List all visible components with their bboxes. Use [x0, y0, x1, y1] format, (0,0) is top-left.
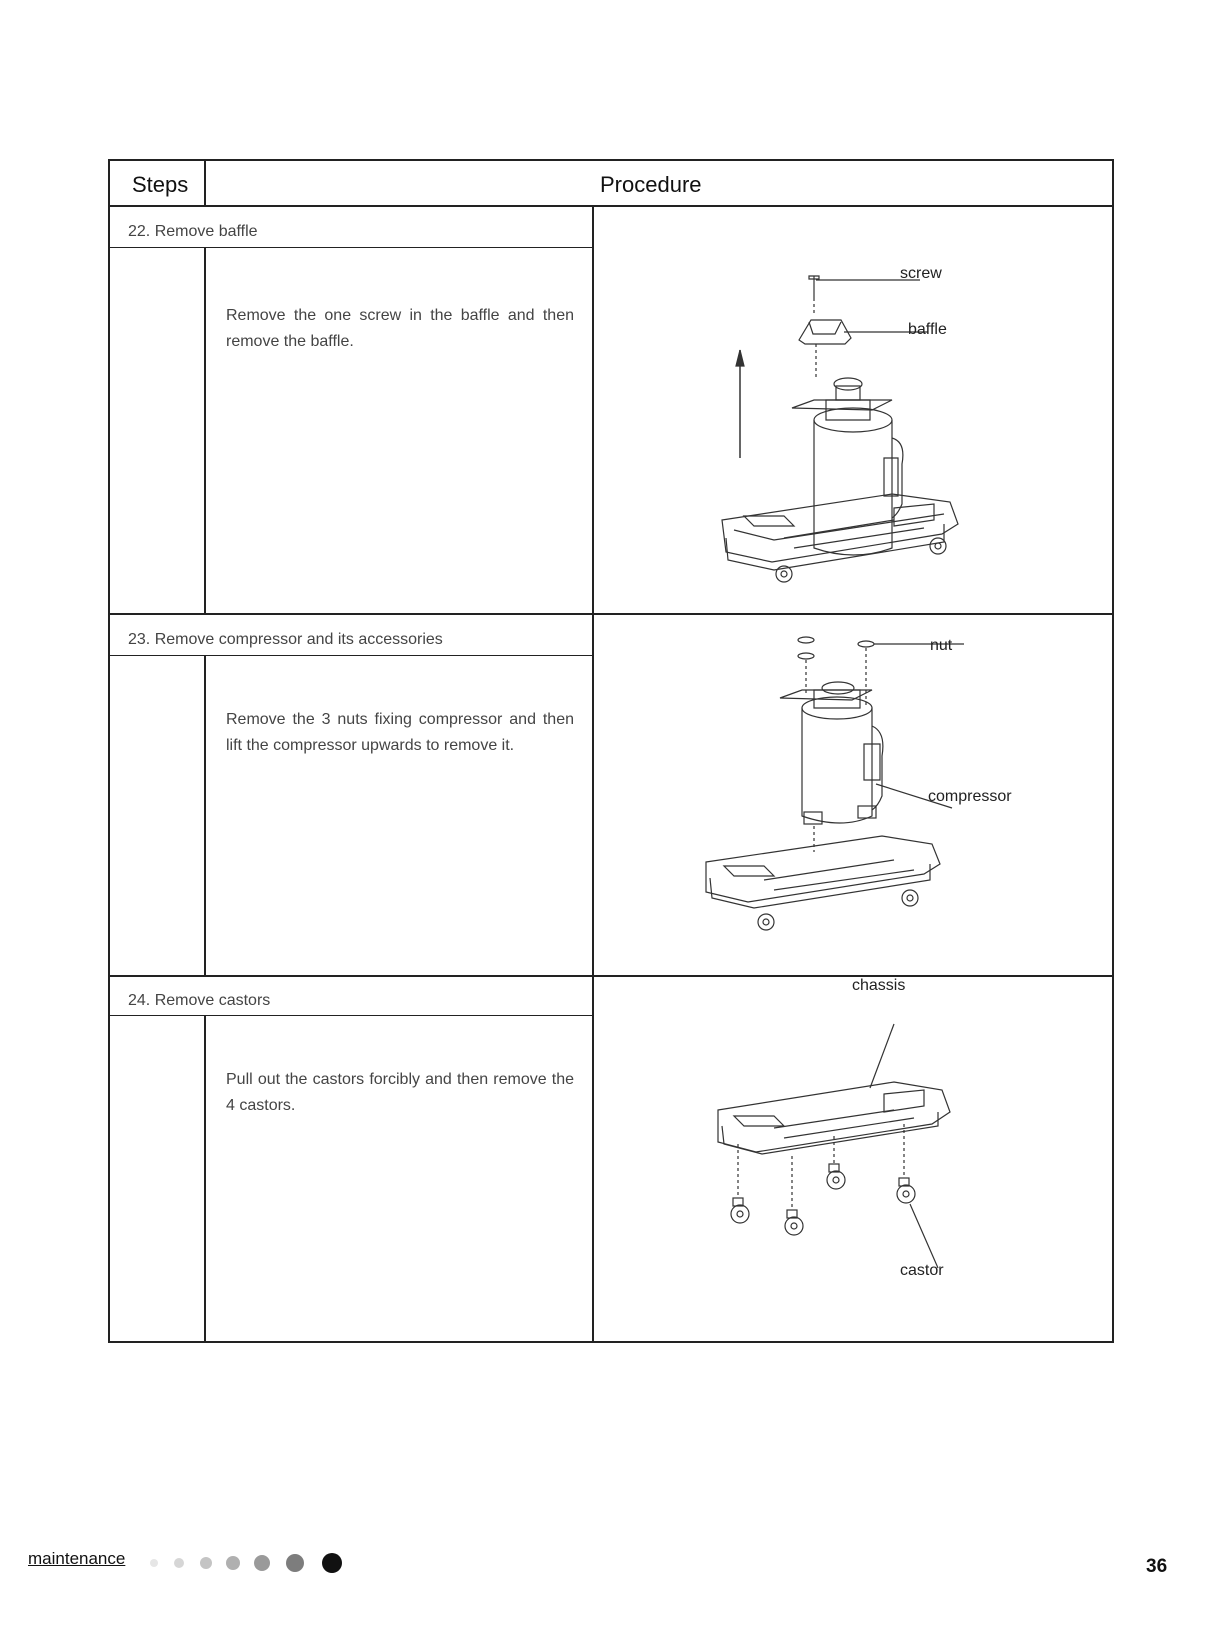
- callout-castor: castor: [900, 1262, 944, 1279]
- header-procedure: Procedure: [600, 172, 702, 197]
- callout-screw: screw: [900, 265, 942, 282]
- callout-nut: nut: [930, 637, 953, 654]
- dot-2: [174, 1558, 184, 1568]
- procedure-table: [108, 159, 1114, 1343]
- step-23-title: 23. Remove compressor and its accessories: [128, 631, 443, 648]
- step-24-title: 24. Remove castors: [128, 992, 271, 1009]
- callout-chassis: chassis: [852, 977, 906, 994]
- page-number: 36: [1146, 1556, 1168, 1577]
- row-24-inner-divider: [204, 1016, 206, 1343]
- row-23-bottom: [110, 975, 1112, 977]
- row-22-title-divider: [110, 247, 592, 248]
- dot-7: [322, 1553, 342, 1573]
- footer-section-label: maintenance: [28, 1549, 126, 1568]
- step-22-description: Remove the one screw in the baffle and then remove the baffle.: [226, 307, 574, 350]
- header-steps: Steps: [132, 172, 189, 197]
- row-24-title-divider: [110, 1015, 592, 1016]
- castor-removal-illustration: [594, 978, 1112, 1343]
- baffle-removal-illustration: [594, 208, 1112, 613]
- header-column-divider: [204, 161, 206, 207]
- header-divider: [110, 205, 1112, 207]
- step-24-description: Pull out the castors forcibly and then remove the 4 castors.: [226, 1071, 574, 1114]
- row-22-inner-divider: [204, 248, 206, 613]
- dot-4: [226, 1556, 240, 1570]
- dot-3: [200, 1557, 212, 1569]
- row-23-title-divider: [110, 655, 592, 656]
- compressor-removal-illustration: [594, 616, 1112, 975]
- dot-6: [286, 1554, 304, 1572]
- dot-1: [150, 1559, 158, 1567]
- dot-5: [254, 1555, 270, 1571]
- row-23-inner-divider: [204, 656, 206, 975]
- row-22-bottom: [110, 613, 1112, 615]
- callout-compressor: compressor: [928, 788, 1012, 805]
- callout-baffle: baffle: [908, 321, 947, 338]
- step-22-title: 22. Remove baffle: [128, 223, 258, 240]
- step-23-description: Remove the 3 nuts fixing compressor and then lift the compressor upwards to remove it.: [226, 711, 574, 754]
